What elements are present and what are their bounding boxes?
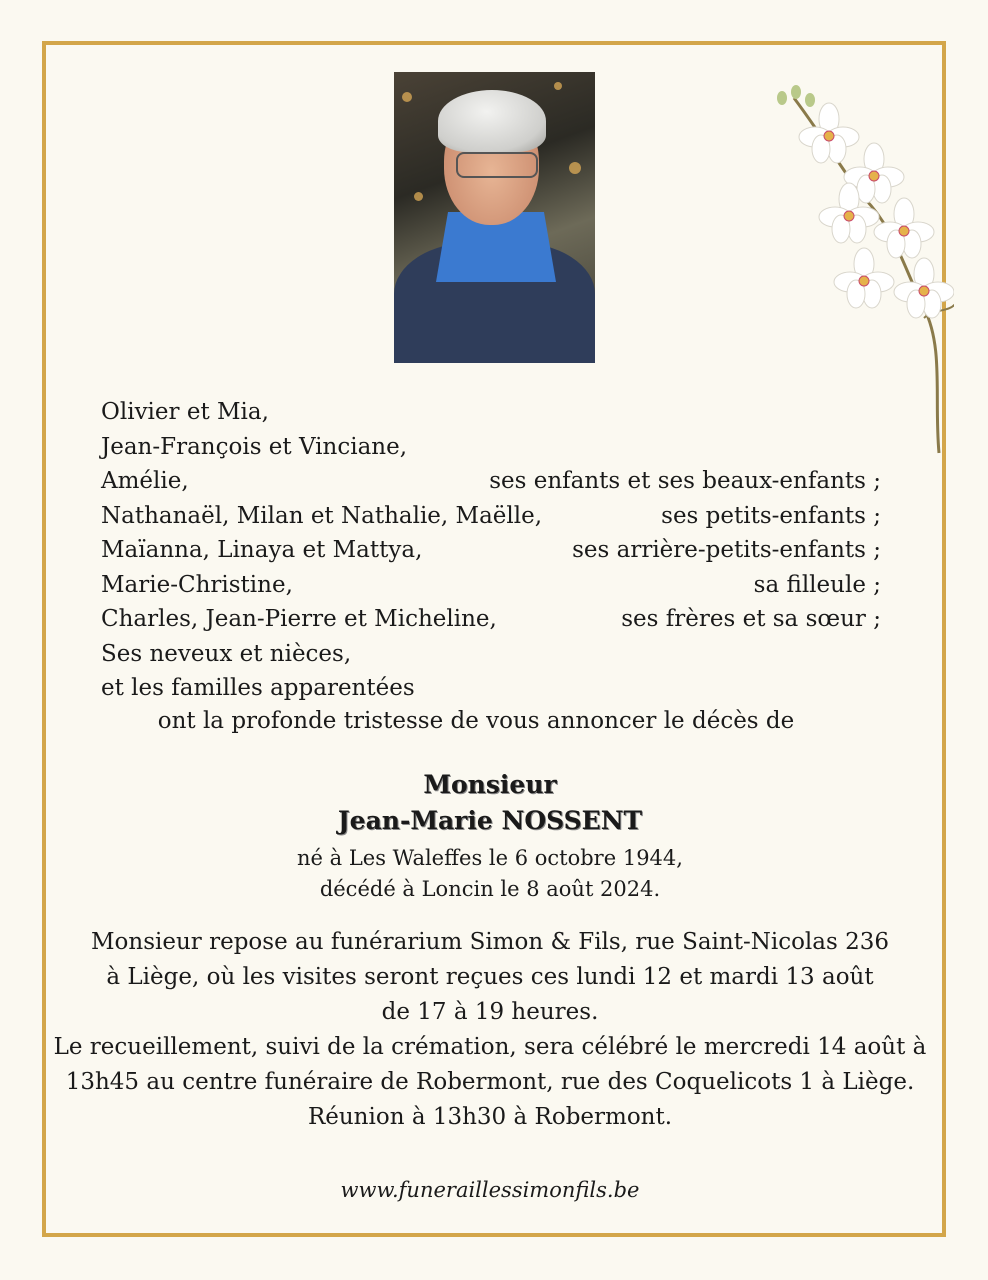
family-names: Jean-François et Vinciane, <box>101 433 408 460</box>
service-info-line: 13h45 au centre funéraire de Robermont, rue des Coquelicots 1 à Liège. <box>65 1069 915 1095</box>
family-names: Marie-Christine, <box>101 571 293 598</box>
family-line <box>101 464 881 499</box>
website-link[interactable]: www.funeraillessimonfils.be <box>340 1178 640 1202</box>
family-line <box>101 602 881 637</box>
family-line <box>101 637 881 672</box>
portrait-photo <box>394 72 595 363</box>
family-names: Charles, Jean-Pierre et Micheline, <box>101 606 497 632</box>
service-info-line: Réunion à 13h30 à Robermont. <box>307 1104 673 1130</box>
family-line <box>101 568 881 603</box>
announcement-text: ont la profonde tristesse de vous annoncer le décès de <box>157 708 795 734</box>
family-line <box>101 671 881 706</box>
deceased-name: Jean-Marie NOSSENT <box>337 806 643 835</box>
family-relation: ses petits-enfants ; <box>661 502 881 529</box>
family-relation: ses enfants et ses beaux-enfants ; <box>489 468 881 494</box>
family-names: Ses neveux et nièces, <box>101 640 352 667</box>
family-names: Nathanaël, Milan et Nathalie, Maëlle, <box>101 502 543 529</box>
service-info-line: Le recueillement, suivi de la crémation, sera célébré le mercredi 14 août à <box>53 1034 927 1060</box>
family-relation: sa filleule ; <box>753 571 881 598</box>
service-info-line: de 17 à 19 heures. <box>381 999 599 1025</box>
family-names: Amélie, <box>101 468 189 494</box>
service-info-line: à Liège, où les visites seront reçues ces lundi 12 et mardi 13 août <box>106 964 874 990</box>
family-names: Maïanna, Linaya et Mattya, <box>101 537 423 563</box>
family-names: Olivier et Mia, <box>101 399 269 425</box>
birth-info: né à Les Waleffes le 6 octobre 1944, <box>297 846 683 870</box>
family-list <box>101 395 881 706</box>
family-relation: ses arrière-petits-enfants ; <box>572 537 881 563</box>
family-line <box>101 533 881 568</box>
announcement-line <box>46 708 934 734</box>
family-line <box>101 395 881 430</box>
family-line <box>101 430 881 465</box>
service-info-line: Monsieur repose au funérarium Simon & Fils, rue Saint-Nicolas 236 <box>90 929 890 955</box>
death-info: décédé à Loncin le 8 août 2024. <box>319 877 661 901</box>
family-line <box>101 499 881 534</box>
deceased-title: Monsieur <box>423 770 557 799</box>
family-names: et les familles apparentées <box>101 675 415 701</box>
family-relation: ses frères et sa sœur ; <box>621 606 881 632</box>
